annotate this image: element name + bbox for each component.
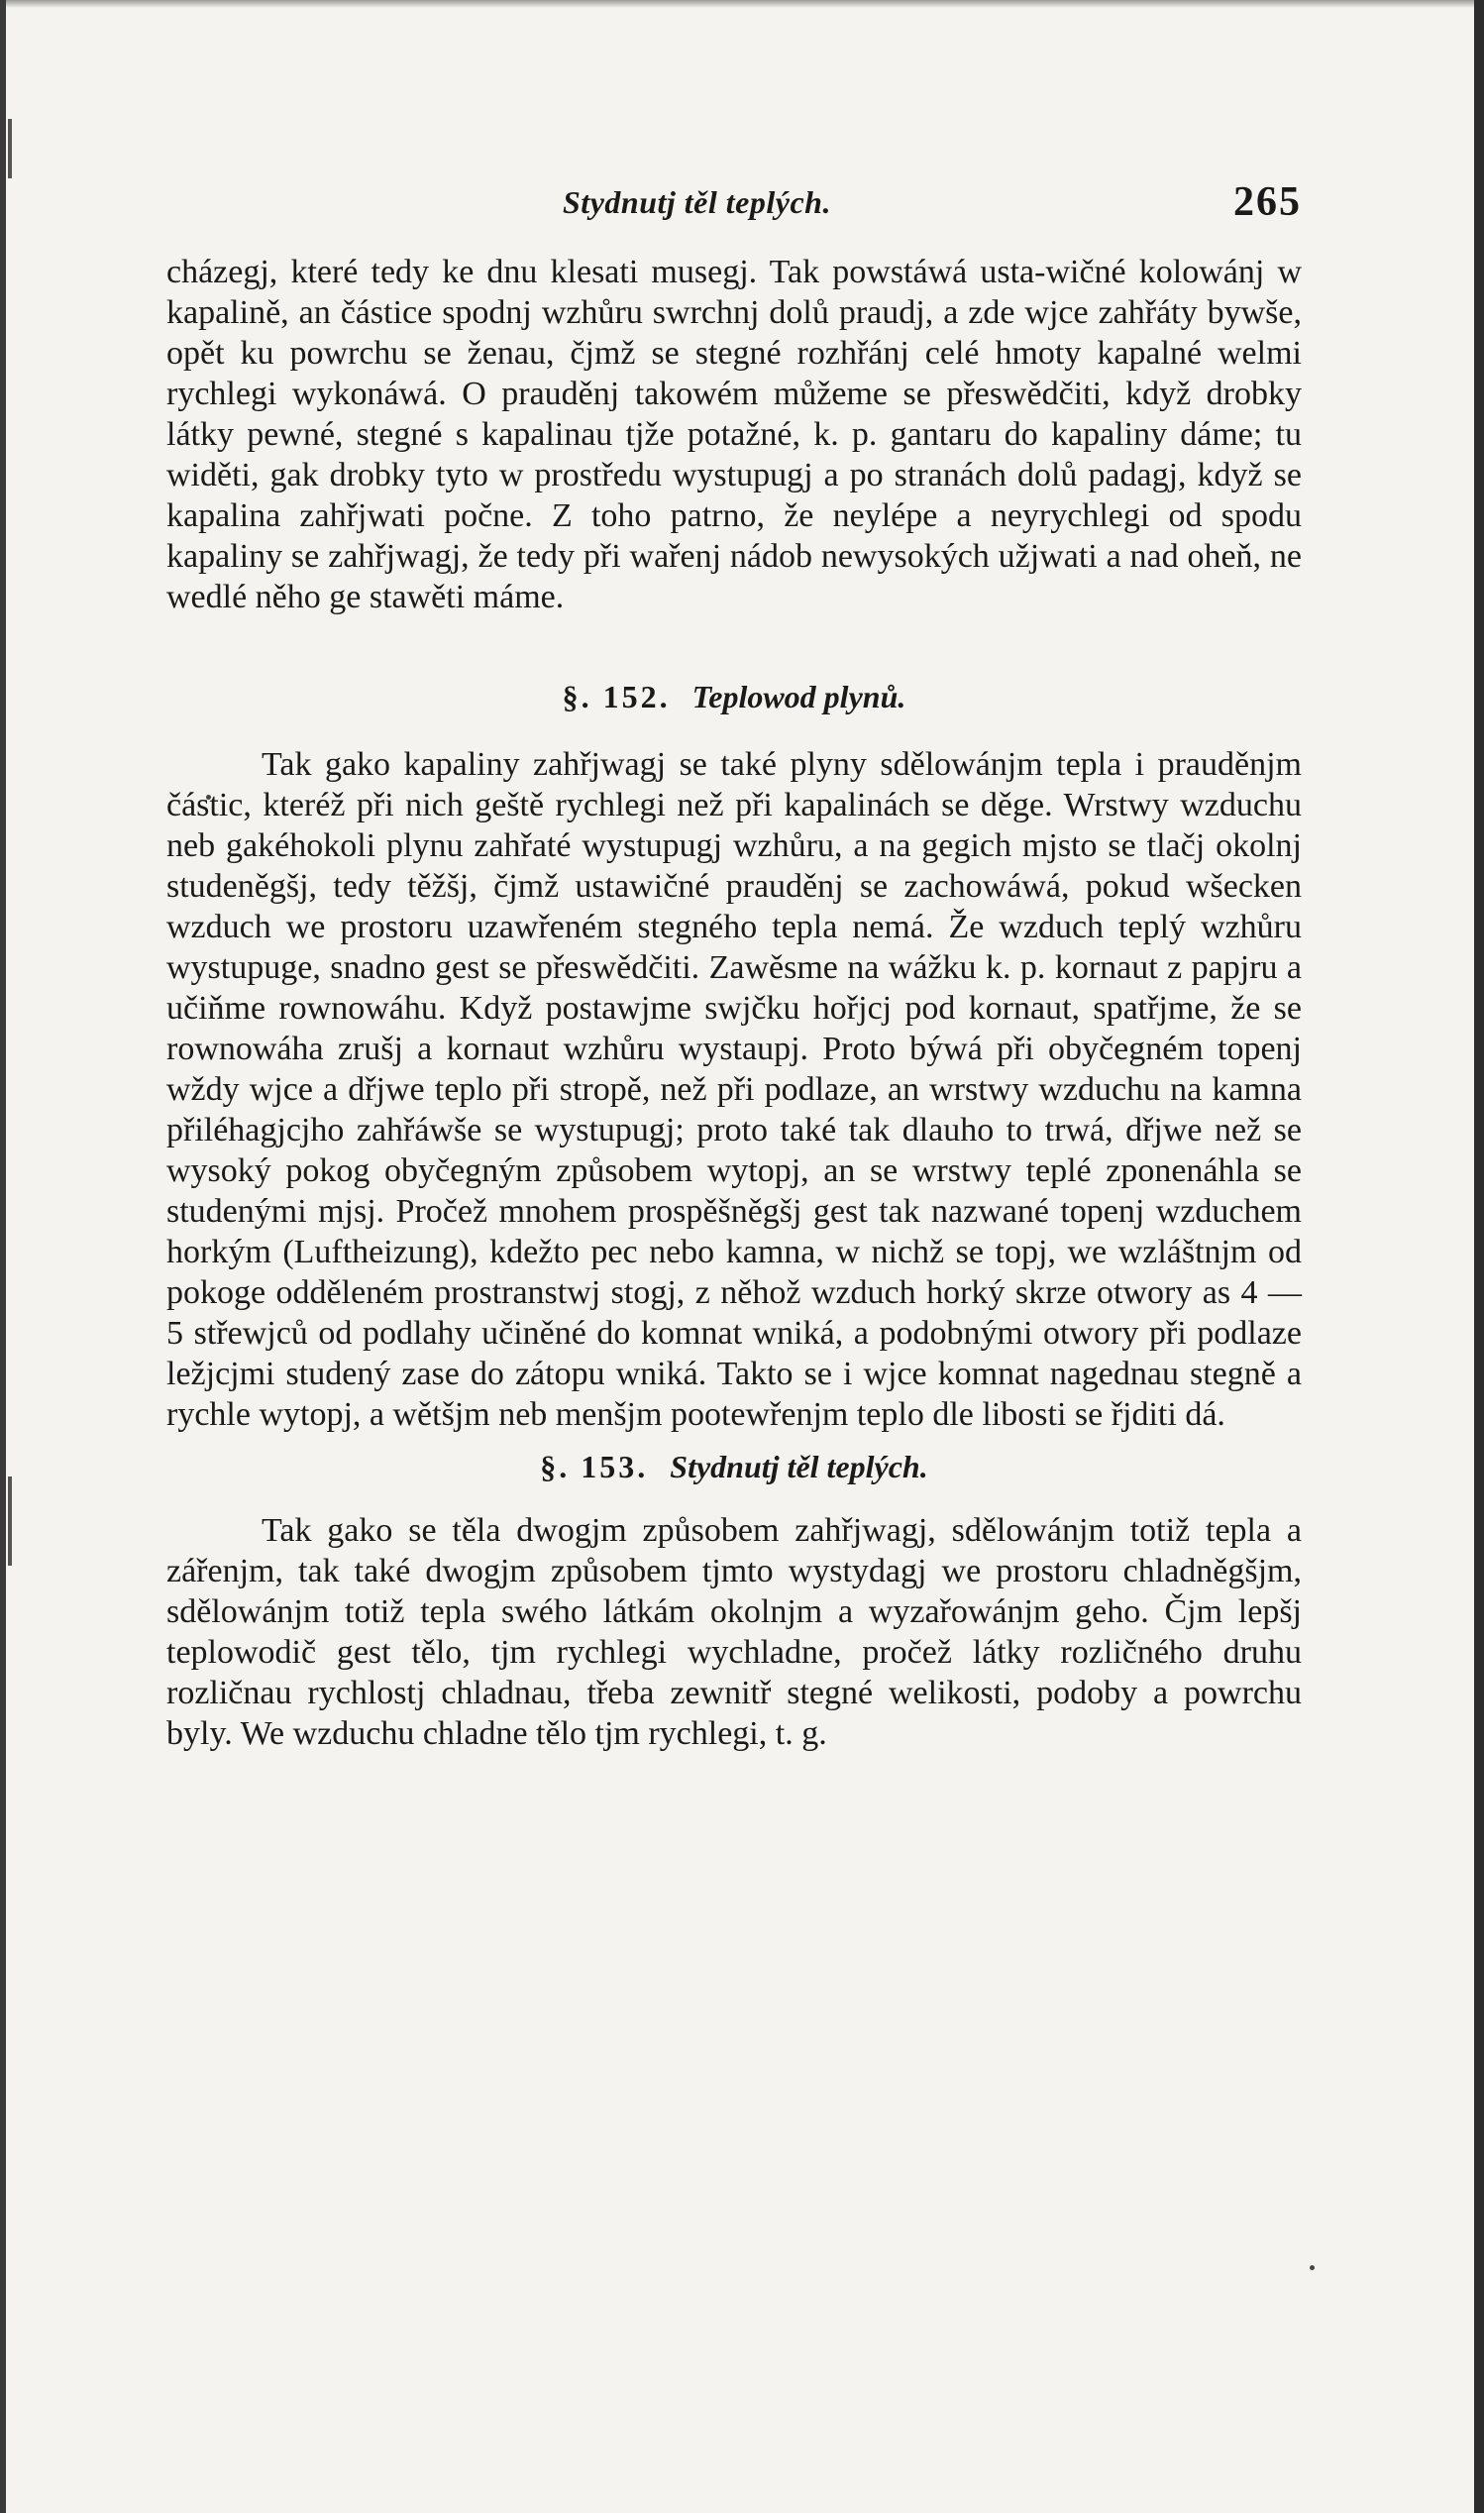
ink-speck <box>1310 2265 1315 2270</box>
paragraph-continued: cházegj, které tedy ke dnu klesati musegj. Tak powstáwá usta-wičné kolowánj w kapalině, an částice spodnj wzhůru swrchnj dolů praudj, a zde wjce zahřáty bywše, opět ku powrchu se ženau, čjmž se stegné rozhřánj celé hmoty kapalné welmi rychlegi wykonáwá. O prauděnj takowém můžeme se přeswědčiti, když drobky látky pewné, stegné s kapalinau tjže potažné, k. p. gantaru do kapaliny dáme; tu widěti, gak drobky tyto w prostředu wystupugj a po stranách dolů padagj, když se kapalina zahřjwati počne. Z toho patrno, že neylépe a neyrychlegi od spodu kapaliny se zahřjwagj, že tedy při wařenj nádob newysokých užjwati a nad oheň, ne wedlé něho ge stawěti máme. <box>166 254 1302 615</box>
book-page <box>166 178 1302 1754</box>
section-number: §. 152. <box>562 679 671 714</box>
paragraph-153: Tak gako se těla dwogjm způsobem zahřjwagj, sdělowánjm totiž tepla a zářenjm, tak také dwogjm způsobem tjmto wystydagj we prostoru chladněgšjm, sdělowánjm totiž tepla swého látkám okolnjm a wyzařowánjm geho. Čjm lepšj teplowodič gest tělo, tjm rychlegi wychladne, pročež látky rozličného druhu rozličnau rychlostj chladnau, třeba zewnitř stegné welikosti, podoby a powrchu byly. We wzduchu chladne tělo tjm rychlegi, t. g. <box>166 1512 1302 1752</box>
page-number: 265 <box>1233 179 1302 225</box>
section-number: §. 153. <box>540 1449 649 1484</box>
section-heading-153 <box>166 1447 1302 1486</box>
section-heading-152 <box>166 677 1302 716</box>
left-page-edge <box>0 0 6 2513</box>
paragraph-152: Tak gako kapaliny zahřjwagj se také plyny sdělowánjm tepla i prauděnjm částic, kteréž při nich geště rychlegi než při kapalinách se děge. Wrstwy wzduchu neb gakéhokoli plynu zahřaté wystupugj wzhůru, a na gegich mjsto se tlačj okolnj studeněgšj, tedy těžšj, čjmž ustawičné prauděnj se zachowáwá, pokud wšecken wzduch we prostoru uzawřeném stegného tepla nemá. Že wzduch teplý wzhůru wystupuge, snadno gest se přeswědčiti. Zawěsme na wážku k. p. kornaut z papjru a učiňme rownowáhu. Když postawjme swjčku hořjcj pod kornaut, spatřjme, že se rownowáha zrušj a kornaut wzhůru wystaupj. Proto býwá při obyčegném topenj wždy wjce a dřjwe teplo při stropě, než při podlaze, an wrstwy wzduchu na kamna přiléhagjcjho zahřáwše se wystupugj; proto také tak dlauho to trwá, dřjwe než se wysoký pokog obyčegným způsobem wytopj, an se wrstwy teplé zponenáhla se studenými mjsj. Pročež mnohem prospěšněgšj gest tak nazwané topenj wzduchem horkým (Luftheizung), kdežto pec nebo kamna, w nichž se topj, we wzláštnjm od pokoge odděleném prostranstwj stogj, z něhož wzduch horký skrze otwory as 4 — 5 střewjců od podlahy učiněné do komnat wniká, a podobnými otwory při podlaze ležjcjmi studený zase do zátopu wniká. Takto se i wjce komnat nagednau stegně a rychle wytopj, a wětšjm neb menšjm pootewřenjm teplo dle libosti se řjditi dá. <box>166 746 1302 1433</box>
binding-mark <box>8 1476 12 1566</box>
right-page-edge <box>1474 0 1484 2513</box>
top-page-edge <box>6 0 1474 8</box>
running-title: Stydnutj těl teplých. <box>563 184 831 220</box>
running-head <box>166 178 1302 238</box>
section-title: Teplowod plynů. <box>691 679 906 714</box>
section-title: Stydnutj těl teplých. <box>670 1449 928 1484</box>
binding-mark <box>8 119 12 178</box>
